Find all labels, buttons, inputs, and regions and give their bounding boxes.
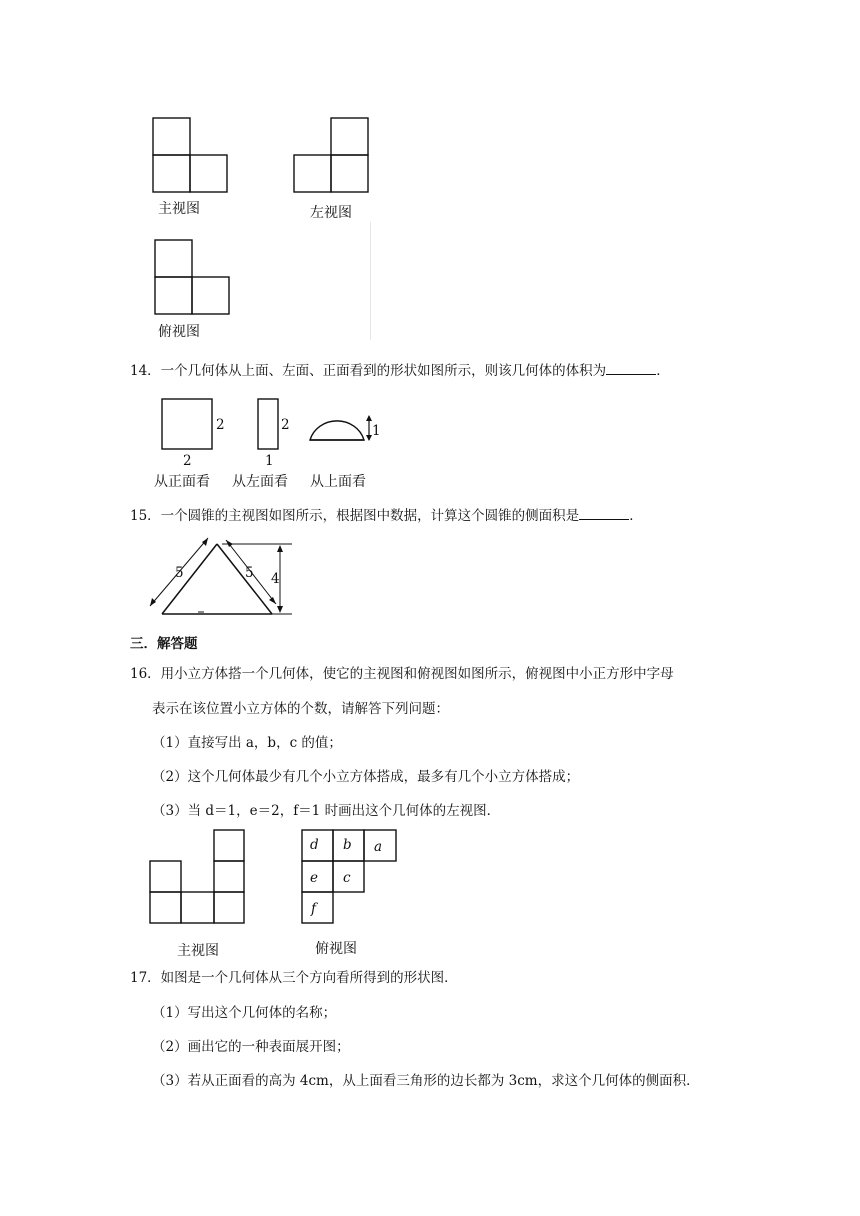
q14-left-height: 2 (281, 417, 290, 433)
q14-text-after: ． (656, 363, 670, 379)
q15-height: 4 (271, 571, 280, 587)
q15-text-after: ． (629, 508, 643, 524)
fig13-front-view (150, 116, 230, 196)
q16-front-label: 主视图 (177, 943, 219, 959)
q16-line2: 表示在该位置小立方体的个数，请解答下列问题： (152, 701, 449, 717)
q14-top-label: 从上面看 (310, 474, 366, 490)
q14-front-label: 从正面看 (154, 474, 210, 490)
q16-line1: 16．用小立方体搭一个几何体，使它的主视图和俯视图如图所示，俯视图中小正方形中字母 (130, 666, 674, 682)
q14-front-height: 2 (216, 417, 225, 433)
fig13-left-view (292, 116, 372, 196)
q15-text-before: 15．一个圆锥的主视图如图所示，根据图中数据，计算这个圆锥的侧面积是 (130, 508, 580, 524)
q14-text (130, 360, 670, 381)
fig13-left-label: 左视图 (310, 205, 352, 221)
q14-left-width: 1 (265, 453, 274, 469)
q16-grid-b: b (343, 837, 352, 853)
q17-sub3: （3）若从正面看的高为 4cm，从上面看三角形的边长都为 3cm，求这个几何体的侧面积． (152, 1073, 700, 1089)
q16-grid-d: d (310, 837, 319, 853)
fig13-top-label: 俯视图 (158, 324, 200, 340)
q15-text (130, 505, 643, 526)
q16-grid-e: e (310, 870, 318, 886)
fig13-front-label: 主视图 (158, 201, 200, 217)
divider (370, 222, 371, 340)
q16-sub1: （1）直接写出 a，b，c 的值； (152, 735, 342, 751)
q16-top-label: 俯视图 (315, 941, 357, 957)
q14-text-before: 14．一个几何体从上面、左面、正面看到的形状如图所示，则该几何体的体积为 (130, 363, 607, 379)
q14-answer-blank (606, 360, 656, 375)
fig13-top-view (152, 238, 234, 318)
q14-front-width: 2 (183, 453, 192, 469)
q14-left-label: 从左面看 (232, 474, 288, 490)
q16-sub2: （2）这个几何体最少有几个小立方体搭成，最多有几个小立方体搭成； (152, 769, 580, 785)
q17-sub1: （1）写出这个几何体的名称； (152, 1005, 337, 1021)
q16-grid-c: c (343, 870, 351, 886)
q15-slant-right: 5 (245, 565, 254, 581)
q17-line1: 17．如图是一个几何体从三个方向看所得到的形状图． (130, 970, 458, 986)
section-title: 三．解答题 (130, 636, 198, 652)
q15-slant-left: 5 (175, 565, 184, 581)
q16-grid-f: f (311, 901, 316, 917)
q16-grid-a: a (374, 839, 383, 855)
q16-front-view (148, 828, 248, 928)
q16-sub3: （3）当 d＝1，e＝2，f＝1 时画出这个几何体的左视图． (152, 803, 501, 819)
q14-front-view (160, 396, 240, 466)
q14-top-height: 1 (372, 423, 381, 439)
q15-answer-blank (579, 505, 629, 520)
q17-sub2: （2）画出它的一种表面展开图； (152, 1039, 350, 1055)
